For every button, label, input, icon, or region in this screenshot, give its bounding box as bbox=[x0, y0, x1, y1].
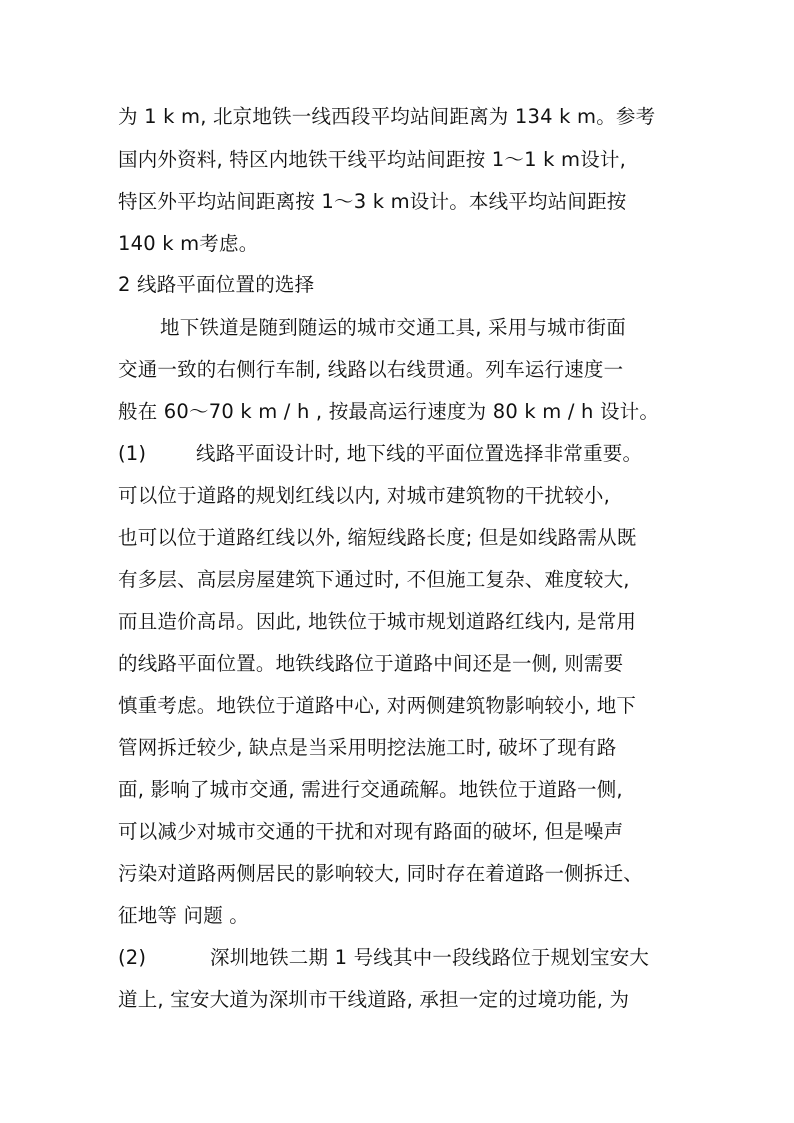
text-line: 也可以位于道路红线以外, 缩短线路长度; 但是如线路需从既 bbox=[118, 526, 637, 549]
text-line: 征地等 问题 。 bbox=[118, 904, 249, 927]
numbered-item-line bbox=[118, 941, 688, 975]
item-text: 深圳地铁二期 1 号线其中一段线路位于规划宝安大 bbox=[210, 946, 650, 969]
text-line: 可以减少对城市交通的干扰和对现有路面的破坏, 但是噪声 bbox=[118, 820, 624, 843]
item-number: (1) bbox=[118, 442, 147, 465]
text-line: 管网拆迁较少, 缺点是当采用明挖法施工时, 破坏了现有路 bbox=[118, 736, 617, 759]
text-line: 般在 60～70 k m / h , 按最高运行速度为 80 k m / h 设计。 bbox=[118, 400, 660, 423]
text-line: 特区外平均站间距离按 1～3 k m设计。本线平均站间距按 bbox=[118, 190, 627, 213]
text-line: 而且造价高昂。因此, 地铁位于城市规划道路红线内, 是常用 bbox=[118, 610, 637, 633]
text-line: 为 1 k m, 北京地铁一线西段平均站间距离为 134 k m。参考 bbox=[118, 105, 656, 128]
numbered-item-line bbox=[118, 437, 688, 471]
text-line: 污染对道路两侧居民的影响较大, 同时存在着道路一侧拆迁、 bbox=[118, 862, 643, 885]
text-line: 140 k m考虑。 bbox=[118, 232, 259, 255]
section-heading: 2 线路平面位置的选择 bbox=[118, 273, 315, 296]
text-line: 的线路平面位置。地铁线路位于道路中间还是一侧, 则需要 bbox=[118, 652, 624, 675]
text-line: 可以位于道路的规划红线以内, 对城市建筑物的干扰较小, bbox=[118, 484, 610, 507]
text-line: 慎重考虑。地铁位于道路中心, 对两侧建筑物影响较小, 地下 bbox=[118, 694, 637, 717]
paragraph-start: 地下铁道是随到随运的城市交通工具, 采用与城市街面 bbox=[160, 316, 626, 339]
item-number: (2) bbox=[118, 946, 147, 969]
text-line: 交通一致的右侧行车制, 线路以右线贯通。列车运行速度一 bbox=[118, 358, 624, 381]
text-line: 有多层、高层房屋建筑下通过时, 不但施工复杂、难度较大, bbox=[118, 568, 630, 591]
text-line: 道上, 宝安大道为深圳市干线道路, 承担一定的过境功能, 为 bbox=[118, 988, 630, 1011]
item-text: 线路平面设计时, 地下线的平面位置选择非常重要。 bbox=[196, 442, 643, 465]
text-line: 面, 影响了城市交通, 需进行交通疏解。地铁位于道路一侧, bbox=[118, 778, 623, 801]
text-line: 国内外资料, 特区内地铁干线平均站间距按 1～1 k m设计, bbox=[118, 148, 626, 171]
